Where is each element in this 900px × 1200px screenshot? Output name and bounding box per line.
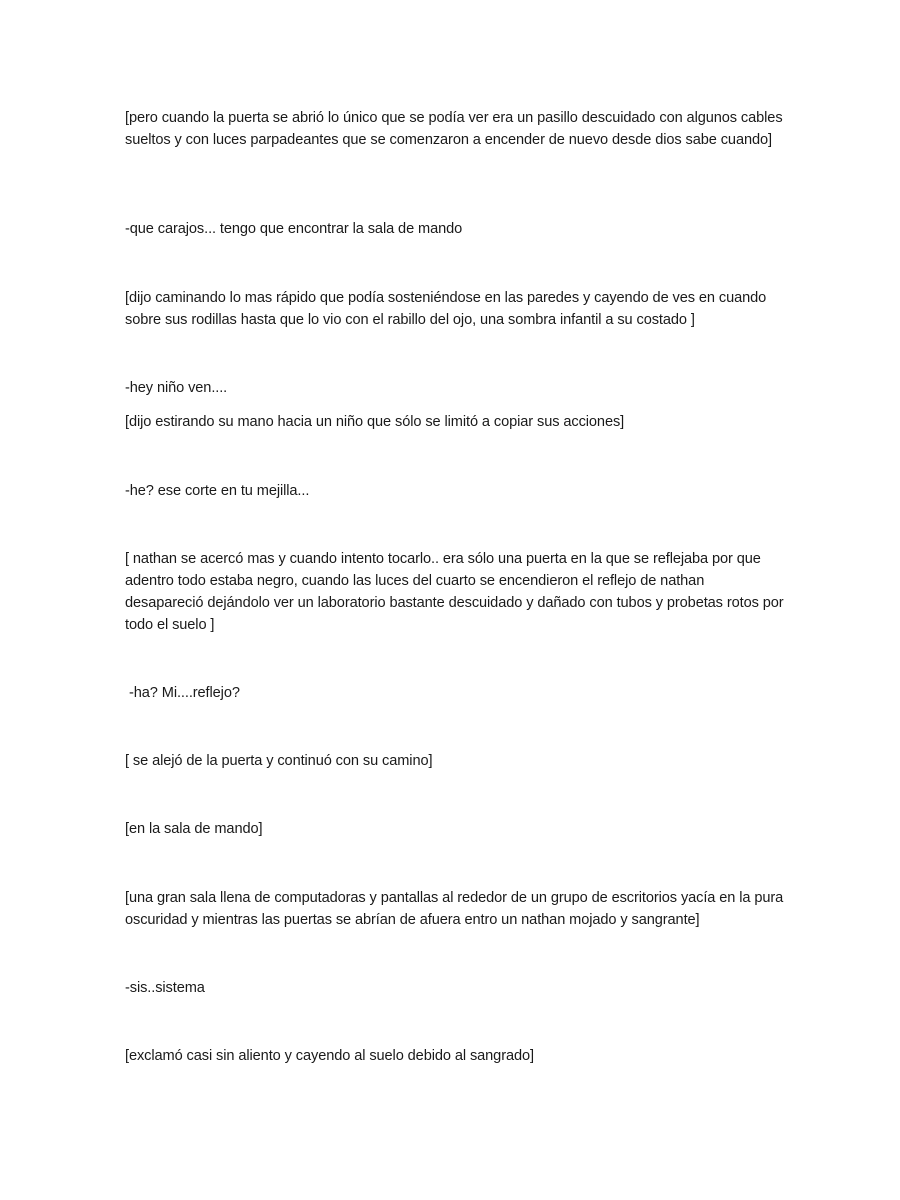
paragraph-2: -que carajos... tengo que encontrar la sala de mando	[125, 221, 463, 237]
paragraph-11: [una gran sala llena de computadoras y pantallas al rededor de un grupo de escritorios yacía en la pura oscuridad y mientras las puertas se abrían de afuera entro un nathan mojado y sangrante]	[125, 890, 784, 928]
paragraph-9: [ se alejó de la puerta y continuó con su camino]	[125, 753, 433, 769]
paragraph-8: -ha? Mi....reflejo?	[129, 685, 240, 701]
paragraph-3: [dijo caminando lo mas rápido que podía sosteniéndose en las paredes y cayendo de ves en cuando sobre sus rodillas hasta que lo vio con el rabillo del ojo, una sombra infantil a su costado ]	[125, 290, 767, 328]
paragraph-4: -hey niño ven....	[125, 380, 228, 396]
paragraph-12: -sis..sistema	[125, 980, 205, 996]
paragraph-7: [ nathan se acercó mas y cuando intento tocarlo.. era sólo una puerta en la que se reflejaba por que adentro todo estaba negro, cuando las luces del cuarto se encendieron el reflejo de nathan desapareció dejándolo ver un laboratorio bastante descuidado y dañado con tubos y probetas rotos por todo el suelo ]	[125, 551, 784, 633]
paragraph-10: [en la sala de mando]	[125, 821, 263, 837]
paragraph-6: -he? ese corte en tu mejilla...	[125, 483, 310, 499]
paragraph-5: [dijo estirando su mano hacia un niño que sólo se limitó a copiar sus acciones]	[125, 414, 625, 430]
paragraph-1: [pero cuando la puerta se abrió lo único que se podía ver era un pasillo descuidado con algunos cables sueltos y con luces parpadeantes que se comenzaron a encender de nuevo desde dios sabe cuando]	[125, 110, 783, 148]
paragraph-13: [exclamó casi sin aliento y cayendo al suelo debido al sangrado]	[125, 1048, 534, 1064]
